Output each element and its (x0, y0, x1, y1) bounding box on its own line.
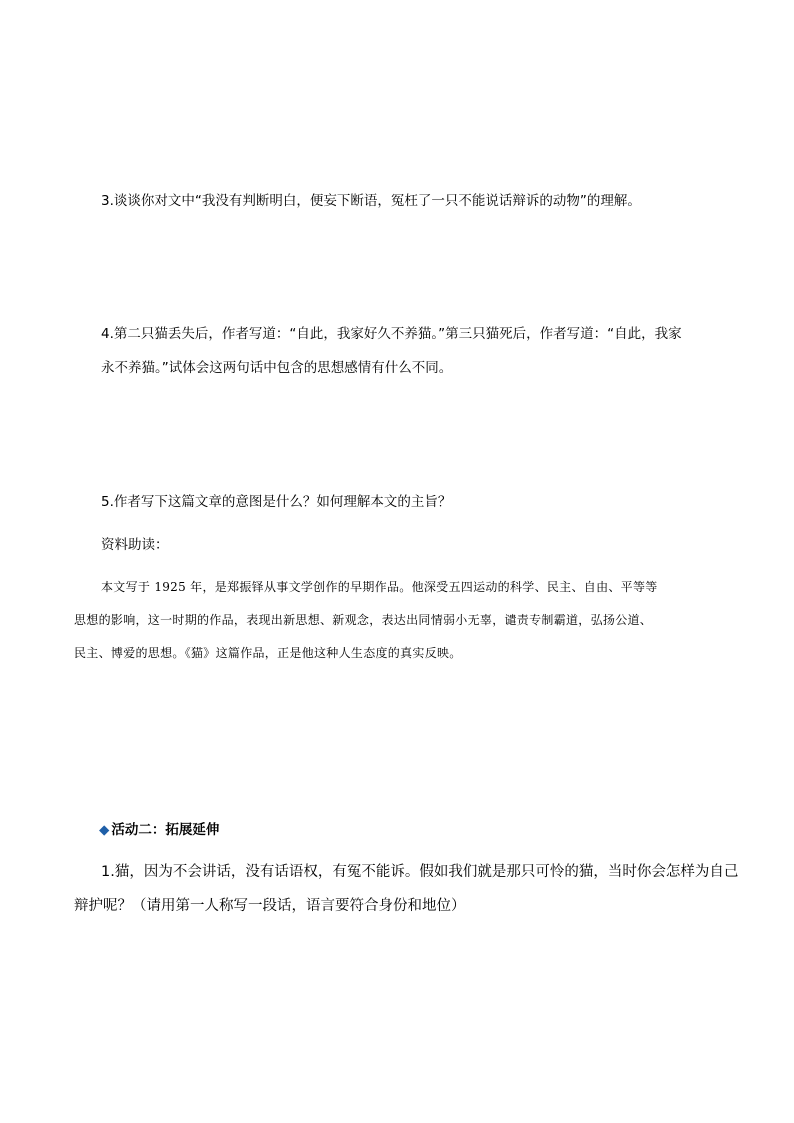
activity-2-heading (99, 820, 219, 840)
activity-2-question-1-line-2: 辩护呢？（请用第一人称写一段话，语言要符合身份和地位） (74, 898, 466, 914)
activity-2-title: 活动二：拓展延伸 (111, 822, 220, 838)
activity-2-question-1-line-1: 1.猫，因为不会讲话，没有话语权，有冤不能诉。假如我们就是那只可怜的猫，当时你会怎样为自己 (101, 864, 739, 880)
reference-line-3: 民主、博爱的思想。《猫》这篇作品，正是他这种人生态度的真实反映。 (74, 646, 462, 660)
question-4-line-2: 永不养猫。”试体会这两句话中包含的思想感情有什么不同。 (101, 360, 453, 376)
diamond-bullet-icon: ◆ (99, 822, 110, 838)
question-5: 5.作者写下这篇文章的意图是什么？如何理解本文的主旨？ (101, 494, 452, 510)
question-3: 3.谈谈你对文中“我没有判断明白，便妄下断语，冤枉了一只不能说话辩诉的动物”的理解。 (101, 193, 641, 209)
reference-label: 资料助读： (101, 537, 169, 553)
question-4-line-1: 4.第二只猫丢失后，作者写道：“自此，我家好久不养猫。”第三只猫死后，作者写道：“自此，我家 (101, 326, 682, 342)
reference-line-2: 思想的影响，这一时期的作品，表现出新思想、新观念，表达出同情弱小无辜，谴责专制霸道，弘扬公道、 (74, 613, 653, 627)
reference-line-1: 本文写于 1925 年，是郑振铎从事文学创作的早期作品。他深受五四运动的科学、民主、自由、平等等 (101, 580, 658, 594)
